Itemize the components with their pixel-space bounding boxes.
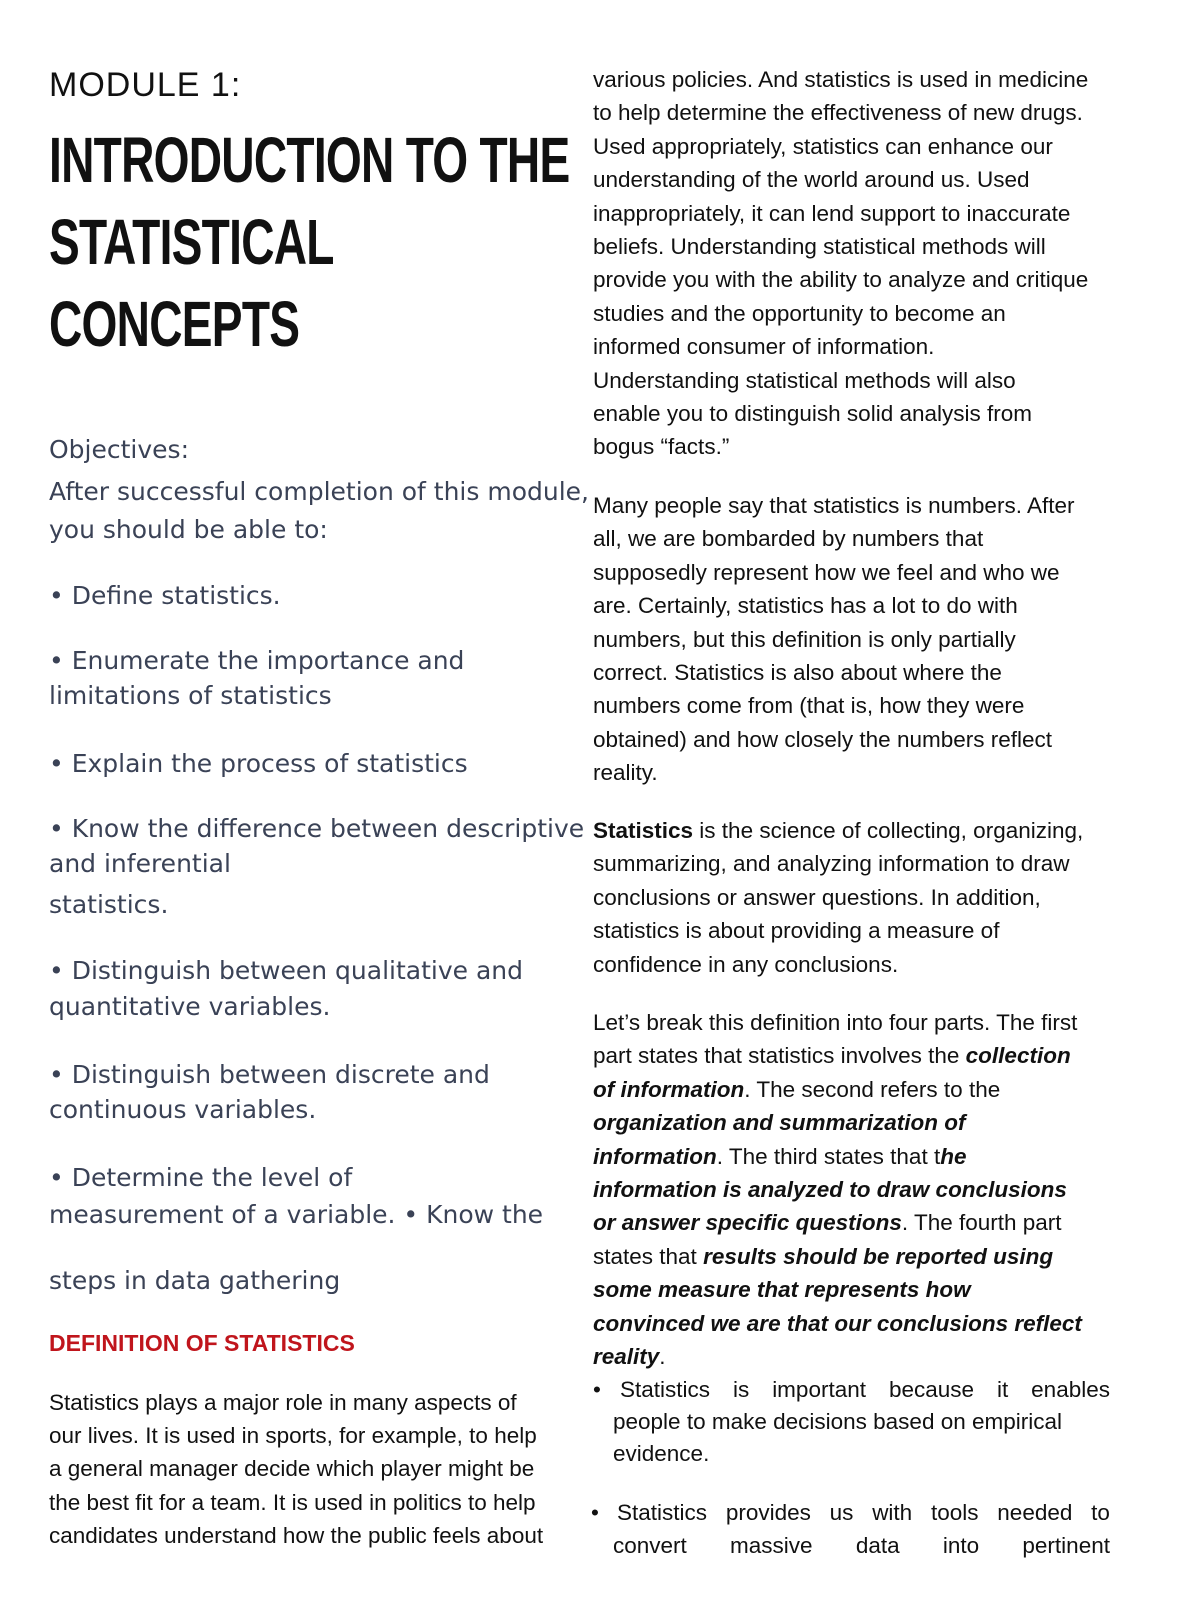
paragraph-line: confidence in any conclusions. (593, 951, 899, 977)
paragraph-line: some measure that represents how (593, 1277, 971, 1303)
paragraph-line: obtained) and how closely the numbers reflect (593, 726, 1053, 752)
objective-item: • Enumerate the importance and (49, 646, 465, 675)
paragraph-line: reality. (593, 1344, 666, 1369)
paragraph-line: convinced we are that our conclusions reflect (593, 1310, 1082, 1336)
title-line-3: CONCEPTS (49, 288, 300, 360)
bullet-line: people to make decisions based on empirical (613, 1409, 1063, 1434)
bullet-line: Statistics is important because it enables (620, 1377, 1110, 1402)
definition-line: the best fit for a team. It is used in politics to help (49, 1490, 536, 1515)
definition-line: our lives. It is used in sports, for example, to help (49, 1423, 537, 1448)
paragraph-line: information. The third states that the (593, 1143, 967, 1169)
paragraph-line: Statistics is the science of collecting, organizing, (593, 818, 1084, 843)
bullet-line: evidence. (613, 1441, 710, 1466)
objective-item: • Determine the level of (49, 1163, 353, 1192)
paragraph-line: numbers come from (that is, how they were (593, 693, 1025, 719)
paragraph-line: provide you with the ability to analyze and critique (593, 267, 1089, 293)
objective-item: statistics. (49, 890, 169, 919)
paragraph-line: enable you to distinguish solid analysis from (593, 401, 1032, 426)
objective-item: quantitative variables. (49, 992, 331, 1021)
paragraph-line: numbers, but this definition is only partially (593, 626, 1016, 652)
paragraph-line: Understanding statistical methods will also (593, 367, 1016, 393)
bullet-line: Statistics provides us with tools needed to (617, 1500, 1110, 1525)
paragraph-line: reality. (593, 760, 658, 786)
objectives-heading: Objectives: (49, 435, 189, 464)
definition-line: Statistics plays a major role in many aspects of (49, 1390, 517, 1415)
title-line-2: STATISTICAL (49, 206, 334, 278)
paragraph-line: conclusions or answer questions. In addition, (593, 884, 1041, 910)
objective-item: • Define statistics. (49, 581, 281, 610)
bullet-marker: • (591, 1500, 599, 1525)
paragraph-line: to help determine the effectiveness of new drugs. (593, 100, 1083, 126)
objective-item: • Distinguish between qualitative and (49, 956, 523, 985)
bold-term: Statistics (593, 818, 694, 843)
definition-heading: DEFINITION OF STATISTICS (49, 1330, 355, 1356)
paragraph-line: of information. The second refers to the (593, 1076, 1001, 1102)
paragraph-line: Let’s break this definition into four parts. The first (593, 1010, 1078, 1035)
paragraph-line: informed consumer of information. (593, 334, 935, 360)
paragraph-line: part states that statistics involves the collection (593, 1043, 1071, 1069)
paragraph-line: studies and the opportunity to become an (593, 300, 1006, 326)
paragraph-line: statistics is about providing a measure of (593, 918, 1000, 944)
paragraph-line: organization and summarization of (593, 1110, 966, 1136)
objective-item: • Explain the process of statistics (49, 749, 468, 778)
bullet-marker: • (593, 1377, 601, 1402)
module-label: MODULE 1: (49, 66, 242, 104)
paragraph-line: summarizing, and analyzing information to draw (593, 851, 1070, 877)
paragraph-line: information is analyzed to draw conclusions (593, 1177, 1067, 1202)
objective-item: steps in data gathering (49, 1266, 341, 1295)
paragraph-line: supposedly represent how we feel and who we (593, 559, 1060, 585)
objective-item: limitations of statistics (49, 681, 332, 710)
definition-line: a general manager decide which player might be (49, 1456, 535, 1481)
paragraph-line: all, we are bombarded by numbers that (593, 526, 984, 552)
objectives-intro-line-1: After successful completion of this module, (49, 477, 589, 506)
paragraph-line: Used appropriately, statistics can enhance our (593, 133, 1053, 159)
objective-item: • Know the difference between descriptive (49, 814, 585, 843)
objectives-intro-line-2: you should be able to: (49, 515, 328, 544)
paragraph-line: correct. Statistics is also about where the (593, 660, 1002, 685)
title-line-1: INTRODUCTION TO THE (49, 124, 570, 196)
objective-item: • Distinguish between discrete and (49, 1060, 490, 1089)
paragraph-line: Many people say that statistics is numbers. After (593, 493, 1075, 518)
paragraph-line: beliefs. Understanding statistical methods will (593, 234, 1046, 259)
paragraph-line: various policies. And statistics is used in medicine (593, 67, 1089, 92)
paragraph-line: bogus “facts.” (593, 434, 730, 460)
paragraph-line: are. Certainly, statistics has a lot to do with (593, 593, 1018, 619)
paragraph-line: or answer specific questions. The fourth part (593, 1210, 1062, 1236)
paragraph-line: understanding of the world around us. Used (593, 167, 1030, 193)
paragraph-line: inappropriately, it can lend support to inaccurate (593, 200, 1071, 226)
objective-item: measurement of a variable. • Know the (49, 1200, 544, 1229)
objective-item: and inferential (49, 849, 231, 878)
objective-item: continuous variables. (49, 1095, 317, 1124)
bullet-line: convert massive data into pertinent (613, 1533, 1110, 1558)
paragraph-line: states that results should be reported using (593, 1243, 1054, 1269)
definition-line: candidates understand how the public feels about (49, 1523, 544, 1548)
